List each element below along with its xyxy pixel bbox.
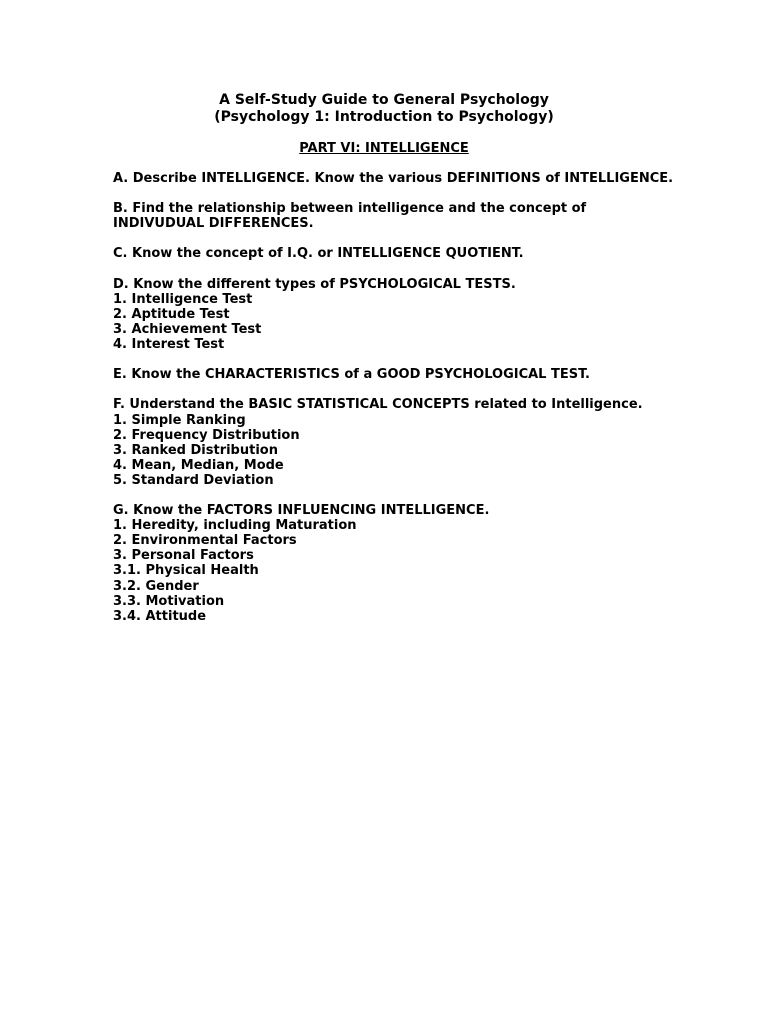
section-g-subitem-3: 3.3. Motivation [113,593,225,609]
section-b [113,201,733,231]
section-e-text: E. Know the CHARACTERISTICS of a GOOD PSYCHOLOGICAL TEST. [113,367,590,383]
title-line-2: (Psychology 1: Introduction to Psychology) [214,109,554,125]
part-heading [0,141,768,157]
section-c [113,246,733,261]
section-f [113,397,733,488]
section-b-line-2: INDIVUDUAL DIFFERENCES. [113,216,314,232]
section-f-item-1: 1. Simple Ranking [113,412,246,428]
section-e [113,367,733,382]
section-d-item-3: 3. Achievement Test [113,321,262,337]
section-g-item-3: 3. Personal Factors [113,548,254,564]
section-g [113,503,733,624]
section-d-item-2: 2. Aptitude Test [113,306,230,322]
document-body [113,171,733,639]
section-g-text: G. Know the FACTORS INFLUENCING INTELLIGENCE. [113,503,490,519]
section-f-text: F. Understand the BASIC STATISTICAL CONCEPTS related to Intelligence. [113,397,643,413]
section-f-item-4: 4. Mean, Median, Mode [113,457,284,473]
section-d-item-1: 1. Intelligence Test [113,291,253,307]
section-a [113,171,733,186]
section-g-subitem-2: 3.2. Gender [113,578,199,594]
part-heading-text: PART VI: INTELLIGENCE [299,141,469,156]
title-line-1: A Self-Study Guide to General Psychology [219,92,549,108]
section-g-subitem-1: 3.1. Physical Health [113,563,259,579]
section-c-text: C. Know the concept of I.Q. or INTELLIGENCE QUOTIENT. [113,246,524,262]
section-d-text: D. Know the different types of PSYCHOLOGICAL TESTS. [113,276,516,292]
section-b-line-1: B. Find the relationship between intelligence and the concept of [113,201,587,217]
section-g-item-1: 1. Heredity, including Maturation [113,518,357,534]
title-block [0,92,768,126]
section-d-item-4: 4. Interest Test [113,337,225,353]
section-f-item-3: 3. Ranked Distribution [113,442,278,458]
section-g-item-2: 2. Environmental Factors [113,533,297,549]
section-g-subitem-4: 3.4. Attitude [113,608,207,624]
section-f-item-5: 5. Standard Deviation [113,472,274,488]
section-a-text: A. Describe INTELLIGENCE. Know the various DEFINITIONS of INTELLIGENCE. [113,171,674,186]
section-f-item-2: 2. Frequency Distribution [113,427,300,443]
section-d [113,277,733,352]
